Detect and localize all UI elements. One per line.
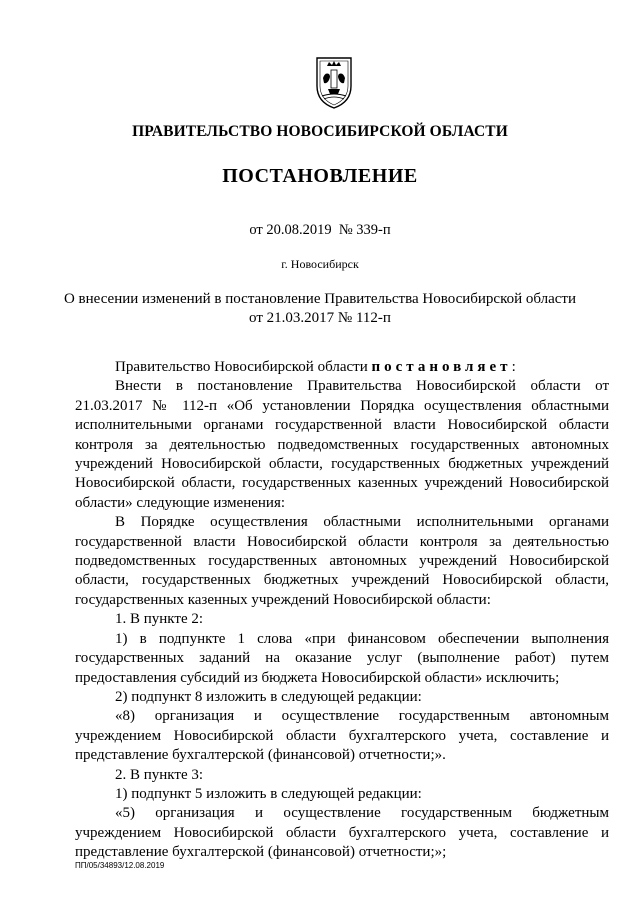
paragraph-quote-8: «8) организация и осуществление государственным автономным учреждением Новосибирской области бухгалтерского учета, составление и представление бухгалтерской (финансовой) отчетности;». — [75, 708, 609, 764]
paragraph-amendment: Внести в постановление Правительства Новосибирской области от 21.03.2017 № 112-п «Об установлении Порядка осуществления областными исполнительными органами государственной власти Новосибирской области контроля за деятельностью подведомственных государственных автономных учреждений Новосибирской области, государственных бюджетных учреждений Новосибирской области, государственных казенных учреждений Новосибирской области» следующие изменения: — [75, 378, 609, 511]
intro-suffix: : — [511, 359, 516, 375]
document-date-number: от 20.08.2019 № 339-п — [249, 222, 391, 238]
paragraph-item-1: 1. В пункте 2: — [115, 611, 204, 628]
paragraph-subitem-1-1: 1) в подпункте 1 слова «при финансовом обеспечении выполнения государственных заданий на оказание услуг (выполнение работ) путем предоставления субсидий из бюджета Новосибирской области» исключить; — [75, 630, 609, 686]
paragraph-quote-5: «5) организация и осуществление государственным бюджетным учреждением Новосибирской области бухгалтерского учета, составление и представление бухгалтерской (финансовой) отчетности;»; — [75, 805, 609, 861]
document-body — [75, 358, 609, 863]
decree-word: постановляет — [371, 359, 512, 375]
paragraph-subitem-1-2: 2) подпункт 8 изложить в следующей редакции: — [115, 688, 422, 705]
subject-line-1: О внесении изменений в постановление Правительства Новосибирской области — [63, 291, 577, 307]
intro-prefix: Правительство Новосибирской области — [115, 359, 372, 375]
document-registration-code: ПП/05/34893/12.08.2019 — [75, 861, 165, 870]
document-subject — [0, 290, 640, 328]
paragraph-subitem-2-1: 1) подпункт 5 изложить в следующей редакции: — [115, 785, 422, 802]
document-city: г. Новосибирск — [281, 257, 359, 271]
subject-line-2: от 21.03.2017 № 112-п — [249, 310, 391, 326]
coat-of-arms-icon — [313, 56, 355, 110]
decree-intro — [75, 358, 609, 377]
paragraph-procedure: В Порядке осуществления областными исполнительными органами государственной власти Новосибирской области контроля за деятельностью подведомственных государственных автономных учреждений Новосибирской области, государственных бюджетных учреждений Новосибирской области, государственных казенных учреждений Новосибирской области: — [75, 514, 609, 608]
paragraph-item-2: 2. В пункте 3: — [115, 766, 204, 783]
document-type: ПОСТАНОВЛЕНИЕ — [222, 165, 418, 187]
organization-title: ПРАВИТЕЛЬСТВО НОВОСИБИРСКОЙ ОБЛАСТИ — [132, 123, 508, 140]
